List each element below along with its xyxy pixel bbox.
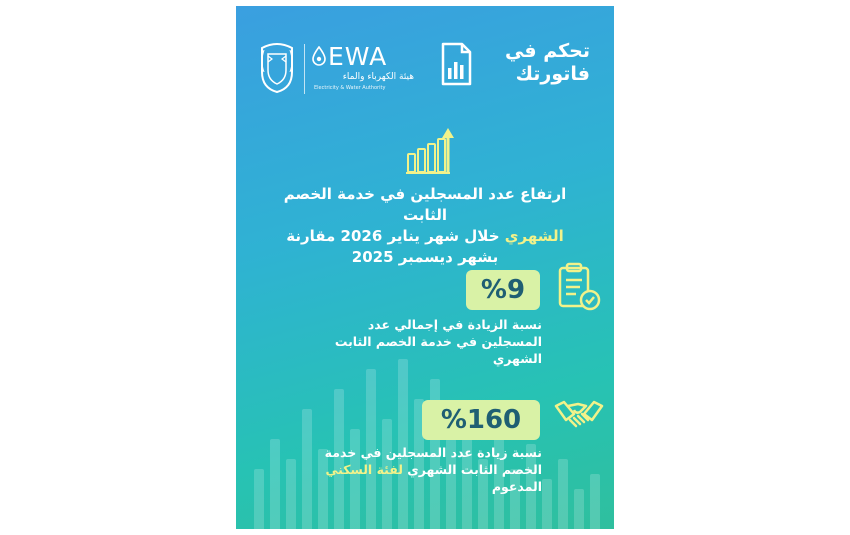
- ewa-logo-text: EWA: [328, 42, 388, 71]
- stat-badge-increase-residential: %160: [422, 400, 540, 440]
- headline-line2: [266, 226, 584, 247]
- growth-chart-icon: [404, 124, 460, 176]
- stat-badge-increase-total: %9: [466, 270, 540, 310]
- bill-chart-icon: [440, 42, 472, 86]
- headline-line3: بشهر ديسمبر 2025: [351, 248, 499, 266]
- stat1-line3: الشهري: [492, 351, 542, 366]
- ewa-english-name: Electricity & Water Authority: [314, 85, 386, 91]
- headline: [266, 184, 584, 268]
- stat1-line1: نسبة الزيادة في إجمالي عدد: [367, 317, 542, 332]
- ewa-arabic-name: هيئة الكهرباء والماء: [342, 72, 414, 82]
- stat2-line2-text: الخصم الثابت الشهري: [402, 462, 542, 477]
- stat2-highlight: لفئة السكني: [325, 462, 403, 477]
- ewa-logo: [258, 42, 428, 102]
- campaign-title: [505, 40, 590, 86]
- stat2-line2: [292, 461, 542, 478]
- headline-line2-text: خلال شهر يناير 2026 مقارنة: [286, 227, 505, 245]
- handshake-icon: [554, 392, 604, 438]
- stat1-line2: المسجلين في خدمة الخصم الثابت: [334, 334, 542, 349]
- stat2-line1: نسبة زيادة عدد المسجلين في خدمة: [324, 445, 542, 460]
- clipboard-check-icon: [556, 262, 602, 312]
- water-drop-icon: [312, 46, 326, 66]
- stat-description-residential: [292, 444, 542, 495]
- poster: [236, 6, 614, 529]
- logo-divider: [304, 44, 305, 94]
- campaign-title-line1: تحكم في: [504, 40, 590, 62]
- headline-line1: ارتفاع عدد المسجلين في خدمة الخصم الثابت: [283, 185, 567, 224]
- headline-highlight: الشهري: [504, 227, 564, 245]
- bahrain-crest-icon: [258, 42, 296, 94]
- campaign-title-line2: فاتورتك: [515, 63, 590, 85]
- stat2-line3: المدعوم: [491, 479, 542, 494]
- stat-description-total: [292, 316, 542, 367]
